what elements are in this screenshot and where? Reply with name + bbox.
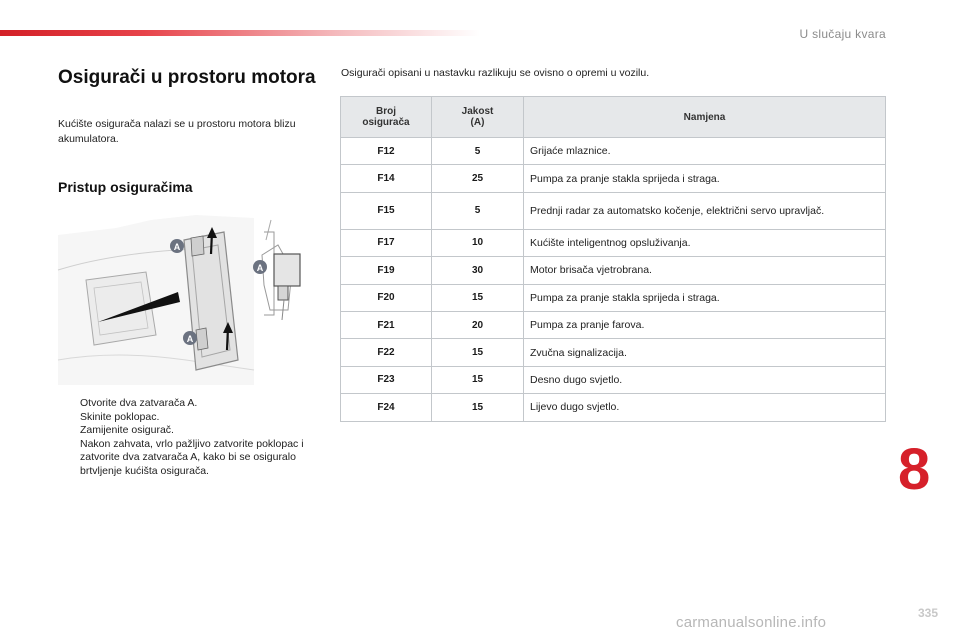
fuse-amperage: 15 <box>432 394 524 421</box>
instruction-step <box>62 411 324 425</box>
fuse-number: F15 <box>341 192 432 229</box>
table-caption: Osigurači opisani u nastavku razlikuju se ovisno o opremi u vozilu. <box>341 67 650 79</box>
fuse-purpose: Zvučna signalizacija. <box>524 339 886 366</box>
svg-text:A: A <box>186 334 194 344</box>
instruction-list <box>62 397 324 478</box>
table-row <box>341 311 886 338</box>
step-text: Otvorite dva zatvarača A. <box>80 397 198 409</box>
fuse-purpose: Lijevo dugo svjetlo. <box>524 394 886 421</box>
column-header-purpose: Namjena <box>524 97 886 138</box>
page-number: 335 <box>917 606 938 620</box>
fuse-number: F17 <box>341 229 432 256</box>
fuse-box-detail-illustration <box>253 232 300 320</box>
table-row <box>341 257 886 284</box>
fuse-number: F20 <box>341 284 432 311</box>
fuse-amperage: 5 <box>432 192 524 229</box>
fuse-purpose: Motor brisača vjetrobrana. <box>524 257 886 284</box>
table-row <box>341 229 886 256</box>
fuse-amperage: 5 <box>432 138 524 165</box>
callout-a-icon <box>170 239 184 253</box>
fuse-number: F23 <box>341 366 432 393</box>
fuse-purpose: Pumpa za pranje stakla sprijeda i straga. <box>524 284 886 311</box>
table-header-row <box>341 97 886 138</box>
fuse-amperage: 30 <box>432 257 524 284</box>
step-text: Skinite poklopac. <box>80 410 160 423</box>
table-row <box>341 284 886 311</box>
callout-a-icon <box>183 331 197 345</box>
table-row <box>341 138 886 165</box>
chapter-number: 8 <box>898 437 931 502</box>
fuse-purpose: Prednji radar za automatsko kočenje, električni servo upravljač. <box>524 192 886 229</box>
instruction-step <box>62 438 324 479</box>
chapter-color-bar <box>0 30 480 36</box>
fuse-purpose: Pumpa za pranje farova. <box>524 311 886 338</box>
table-row <box>341 394 886 421</box>
fuse-number: F14 <box>341 165 432 192</box>
fuse-purpose: Kućište inteligentnog opsluživanja. <box>524 229 886 256</box>
fuse-table <box>340 96 886 422</box>
svg-text:A: A <box>256 263 264 273</box>
fuse-box-illustration <box>56 210 264 385</box>
svg-text:A: A <box>173 242 181 252</box>
fuse-amperage: 20 <box>432 311 524 338</box>
section-header: U slučaju kvara <box>799 27 886 41</box>
table-row <box>341 339 886 366</box>
table-row <box>341 165 886 192</box>
fuse-purpose: Grijaće mlaznice. <box>524 138 886 165</box>
column-header-fuse-number: Broj osigurača <box>341 97 432 138</box>
fuse-purpose: Pumpa za pranje stakla sprijeda i straga. <box>524 165 886 192</box>
fuse-number: F24 <box>341 394 432 421</box>
page-title: Osigurači u prostoru motora <box>58 67 316 88</box>
fuse-amperage: 15 <box>432 339 524 366</box>
fuse-number: F22 <box>341 339 432 366</box>
step-text: Zamijenite osigurač. <box>80 424 174 436</box>
section-subtitle: Pristup osiguračima <box>58 179 193 195</box>
instruction-step <box>62 424 324 438</box>
fuse-amperage: 15 <box>432 366 524 393</box>
column-header-amperage: Jakost (A) <box>432 97 524 138</box>
fuse-number: F19 <box>341 257 432 284</box>
step-text: Nakon zahvata, vrlo pažljivo zatvorite poklopac i zatvorite dva zatvarača A, kako bi se osiguralo brtvljenje kućišta osigurača. <box>80 437 304 477</box>
fuse-amperage: 15 <box>432 284 524 311</box>
fuse-purpose: Desno dugo svjetlo. <box>524 366 886 393</box>
instruction-step <box>62 397 324 411</box>
table-row <box>341 192 886 229</box>
watermark: carmanualsonline.info <box>676 614 827 631</box>
intro-text: Kućište osigurača nalazi se u prostoru motora blizu akumulatora. <box>58 118 296 145</box>
table-row <box>341 366 886 393</box>
fuse-amperage: 10 <box>432 229 524 256</box>
fuse-number: F12 <box>341 138 432 165</box>
fuse-amperage: 25 <box>432 165 524 192</box>
fuse-number: F21 <box>341 311 432 338</box>
